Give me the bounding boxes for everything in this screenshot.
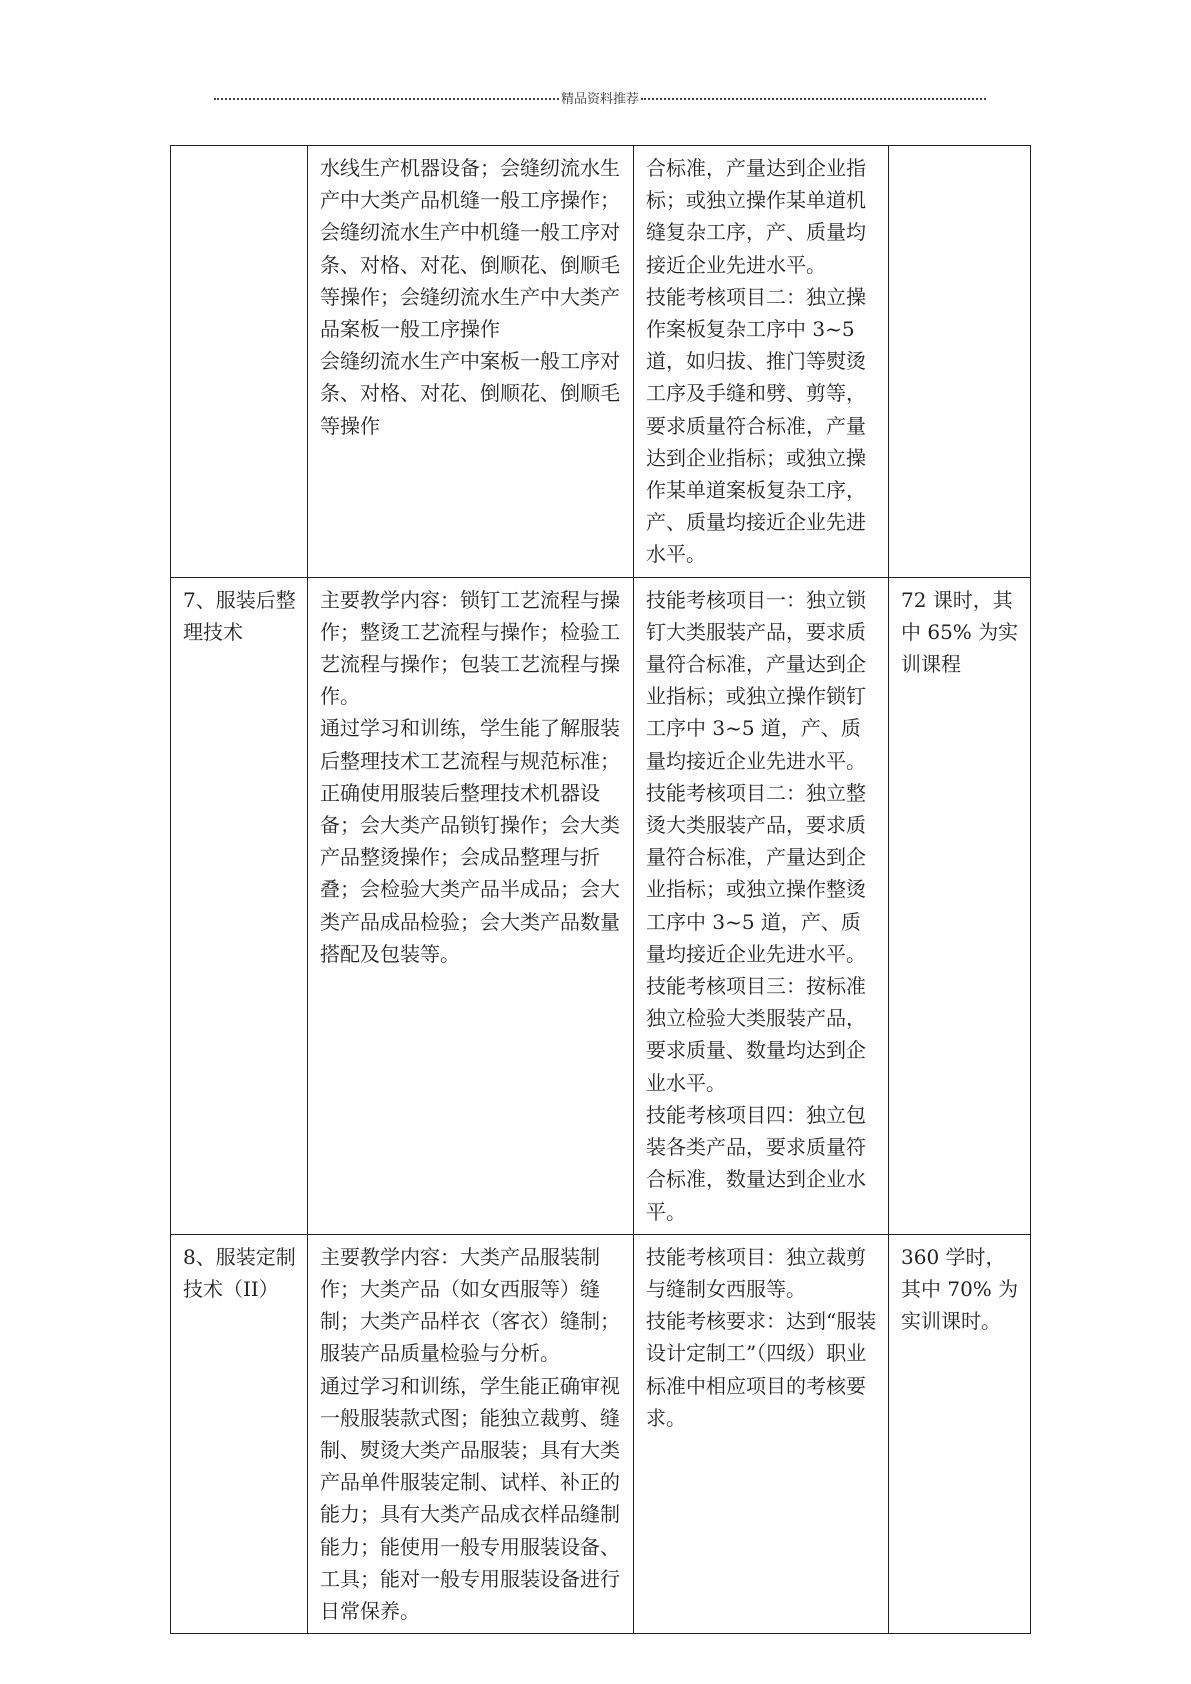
course-name-cell: 8、服装定制技术（II） [171,1234,308,1633]
course-name-cell: 7、服装后整理技术 [171,577,308,1234]
hours-cell [889,146,1031,578]
curriculum-table [170,145,1031,1634]
content-paragraph: 主要教学内容：锁钉工艺流程与操作；整烫工艺流程与操作；检验工艺流程与操作；包装工艺流程与操作。 [320,587,620,709]
table-row [171,1234,1031,1633]
hours-cell: 72 课时，其中 65% 为实训课程 [889,577,1031,1234]
assessment-cell [634,577,889,1234]
table-row [171,146,1031,578]
assessment-paragraph: 合标准，产量达到企业指标；或独立操作某单道机缝复杂工序，产、质量均接近企业先进水平。 [646,156,866,277]
teaching-content-cell [308,146,634,578]
course-name-cell [171,146,308,578]
assessment-paragraph: 技能考核项目一：独立锁钉大类服装产品，要求质量符合标准，产量达到企业指标；或独立操作锁钉工序中 3~5 道，产、质量均接近企业先进水平。 [646,587,866,773]
teaching-content-cell [308,1234,634,1633]
header-dots-left [214,98,559,100]
assessment-paragraph: 技能考核项目三：按标准独立检验大类服装产品，要求质量、数量均达到企业水平。 [646,974,866,1095]
content-paragraph: 通过学习和训练，学生能了解服装后整理技术工艺流程与规范标准；正确使用服装后整理技术机器设备；会大类产品锁钉操作；会大类产品整烫操作；会成品整理与折叠；会检验大类产品半成品；会大类产品成品检验；会大类产品数量搭配及包装等。 [320,716,620,966]
assessment-cell [634,146,889,578]
page-header [214,88,986,107]
content-paragraph: 水线生产机器设备；会缝纫流水生产中大类产品机缝一般工序操作；会缝纫流水生产中机缝一般工序对条、对格、对花、倒顺花、倒顺毛等操作；会缝纫流水生产中大类产品案板一般工序操作 [320,156,620,342]
assessment-paragraph: 技能考核项目二：独立整烫大类服装产品，要求质量符合标准，产量达到企业指标；或独立操作整烫工序中 3~5 道，产、质量均接近企业先进水平。 [646,780,866,966]
content-paragraph: 主要教学内容：大类产品服装制作；大类产品（如女西服等）缝制；大类产品样衣（客衣）缝制；服装产品质量检验与分析。 [320,1244,620,1366]
hours-cell: 360 学时，其中 70% 为实训课时。 [889,1234,1031,1633]
content-paragraph: 通过学习和训练，学生能正确审视一般服装款式图；能独立裁剪、缝制、熨烫大类产品服装；具有大类产品单件服装定制、试样、补正的能力；具有大类产品成衣样品缝制能力；能使用一般专用服装设备、工具；能对一般专用服装设备进行日常保养。 [320,1373,620,1623]
assessment-paragraph: 技能考核项目二：独立操作案板复杂工序中 3~5 道，如归拔、推门等熨烫工序及手缝和劈、剪等，要求质量符合标准，产量达到企业指标；或独立操作某单道案板复杂工序，产、质量均接近企业先进水平。 [646,284,866,567]
table-row [171,577,1031,1234]
header-title: 精品资料推荐 [561,92,640,107]
teaching-content-cell [308,577,634,1234]
assessment-paragraph: 技能考核项目：独立裁剪与缝制女西服等。 [646,1244,866,1301]
assessment-paragraph: 技能考核要求：达到“服装设计定制工”（四级）职业标准中相应项目的考核要求。 [646,1309,877,1430]
content-paragraph: 会缝纫流水生产中案板一般工序对条、对格、对花、倒顺花、倒顺毛等操作 [320,349,620,438]
assessment-paragraph: 技能考核项目四：独立包装各类产品，要求质量符合标准，数量达到企业水平。 [646,1102,866,1224]
header-dots-right [641,98,986,100]
assessment-cell [634,1234,889,1633]
